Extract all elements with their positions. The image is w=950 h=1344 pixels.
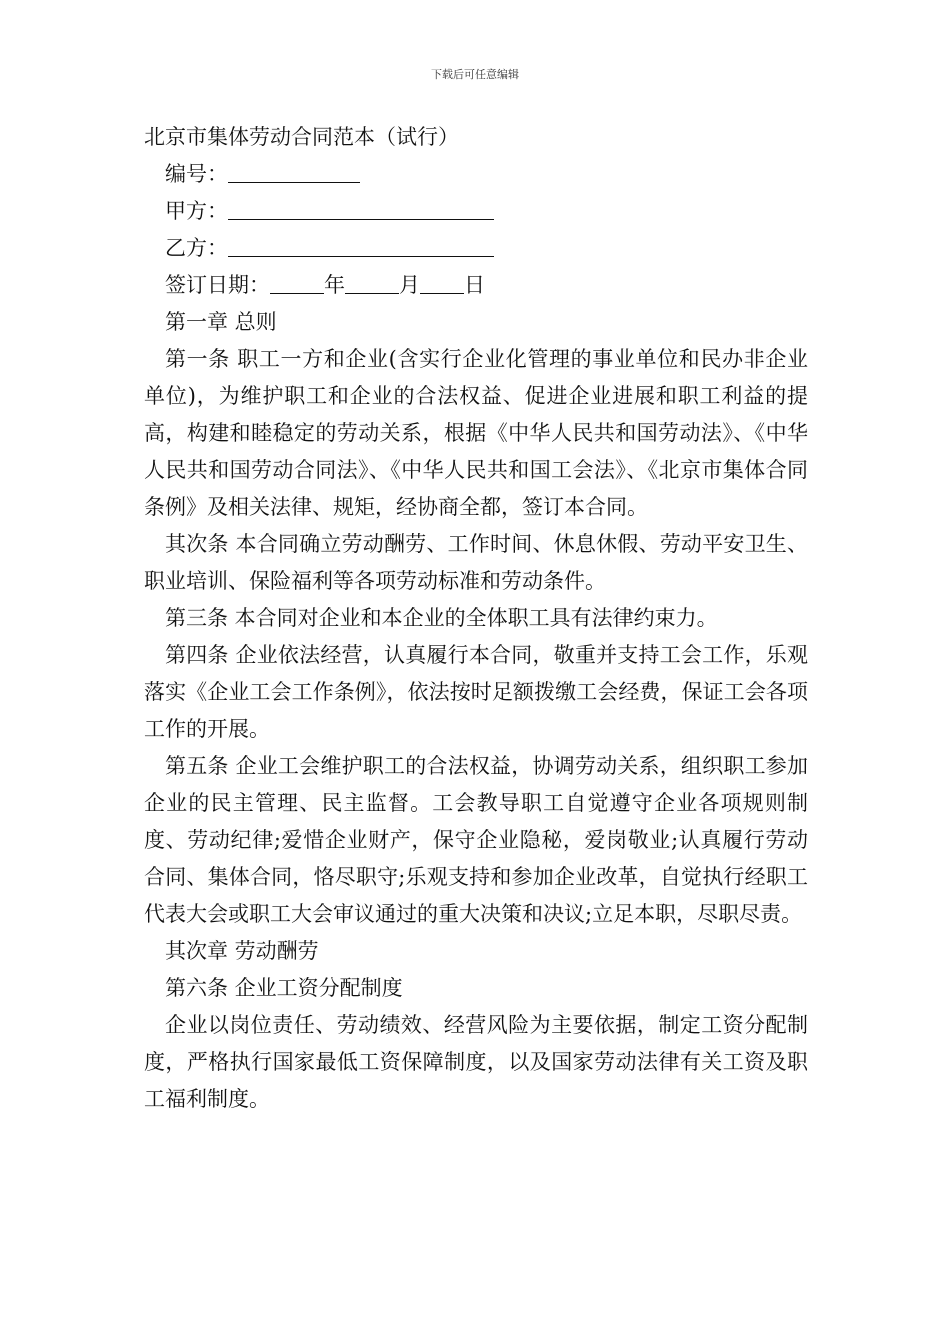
number-label: 编号： <box>165 162 228 186</box>
party-a-field <box>144 193 808 230</box>
chapter-2-heading: 其次章 劳动酬劳 <box>165 939 319 963</box>
document-body <box>144 119 808 1118</box>
date-label: 签订日期： <box>165 273 270 297</box>
party-a-blank <box>228 197 494 220</box>
day-label: 日 <box>464 273 485 297</box>
article-3: 第三条 本合同对企业和本企业的全体职工具有法律约束力。 <box>165 606 718 630</box>
article-6-body: 企业以岗位责任、劳动绩效、经营风险为主要依据，制定工资分配制度，严格执行国家最低工资保障制度，以及国家劳动法律有关工资及职工福利制度。 <box>144 1013 808 1111</box>
article-6-heading: 第六条 企业工资分配制度 <box>165 976 403 1000</box>
document-title: 北京市集体劳动合同范本（试行） <box>144 125 459 149</box>
party-b-blank <box>228 234 494 257</box>
number-blank <box>228 160 360 183</box>
article-5: 第五条 企业工会维护职工的合法权益，协调劳动关系，组织职工参加企业的民主管理、民主监督。工会教导职工自觉遵守企业各项规则制度、劳动纪律;爱惜企业财产，保守企业隐秘，爱岗敬业;认真履行劳动合同、集体合同，恪尽职守;乐观支持和参加企业改革，自觉执行经职工代表大会或职工大会审议通过的重大决策和决议;立足本职，尽职尽责。 <box>144 754 808 926</box>
sign-date-field <box>144 267 808 304</box>
day-blank <box>420 271 464 294</box>
party-b-field <box>144 230 808 267</box>
year-blank <box>270 271 324 294</box>
chapter-1-heading: 第一章 总则 <box>165 310 277 334</box>
article-4: 第四条 企业依法经营，认真履行本合同，敬重并支持工会工作，乐观落实《企业工会工作条例》，依法按时足额拨缴工会经费，保证工会各项工作的开展。 <box>144 643 808 741</box>
party-b-label: 乙方： <box>165 236 228 260</box>
month-blank <box>345 271 399 294</box>
month-label: 月 <box>399 273 420 297</box>
party-a-label: 甲方： <box>165 199 228 223</box>
article-2: 其次条 本合同确立劳动酬劳、工作时间、休息休假、劳动平安卫生、职业培训、保险福利等各项劳动标准和劳动条件。 <box>144 532 808 593</box>
year-label: 年 <box>324 273 345 297</box>
page-header-note: 下载后可任意编辑 <box>431 68 519 81</box>
article-1: 第一条 职工一方和企业(含实行企业化管理的事业单位和民办非企业单位)，为维护职工和企业的合法权益、促进企业进展和职工利益的提高，构建和睦稳定的劳动关系，根据《中华人民共和国劳动法》、《中华人民共和国劳动合同法》、《中华人民共和国工会法》、《北京市集体合同条例》及相关法律、规矩，经协商全都，签订本合同。 <box>144 347 808 519</box>
number-field <box>144 156 808 193</box>
